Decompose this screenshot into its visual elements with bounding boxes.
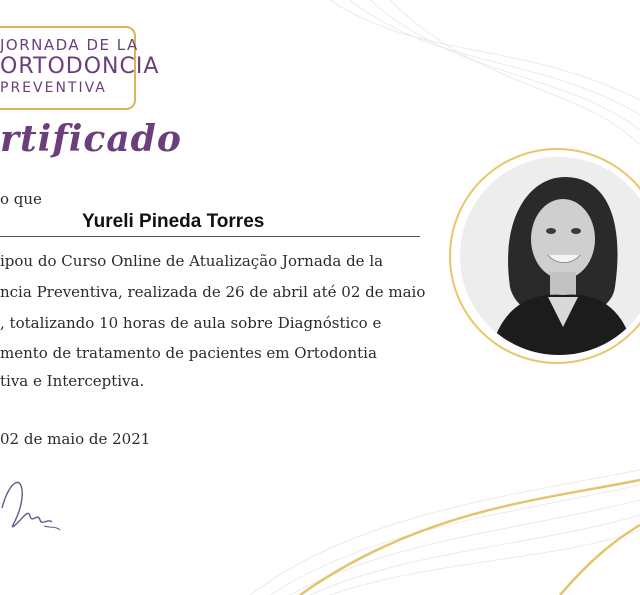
logo-line-2: ORTODONCIA [0,54,160,79]
body-line-2: ncia Preventiva, realizada de 26 de abril até 02 de maio [0,283,426,301]
body-line-1: ipou do Curso Online de Atualização Jornada de la [0,252,384,270]
intro-text: o que [0,190,42,208]
body-line-3: , totalizando 10 horas de aula sobre Diagnóstico e [0,314,382,332]
name-underline [0,236,420,237]
logo-line-3: PREVENTIVA [0,80,107,96]
logo-line-1: JORNADA DE LA [0,36,139,54]
body-line-5: tiva e Interceptiva. [0,372,145,390]
recipient-name: Yureli Pineda Torres [82,211,265,232]
certificate-title: rtificado [0,118,182,160]
certificate-date: 02 de maio de 2021 [0,430,151,448]
signature-icon [0,468,70,538]
body-line-4: mento de tratamento de pacientes em Ortodontia [0,344,377,362]
